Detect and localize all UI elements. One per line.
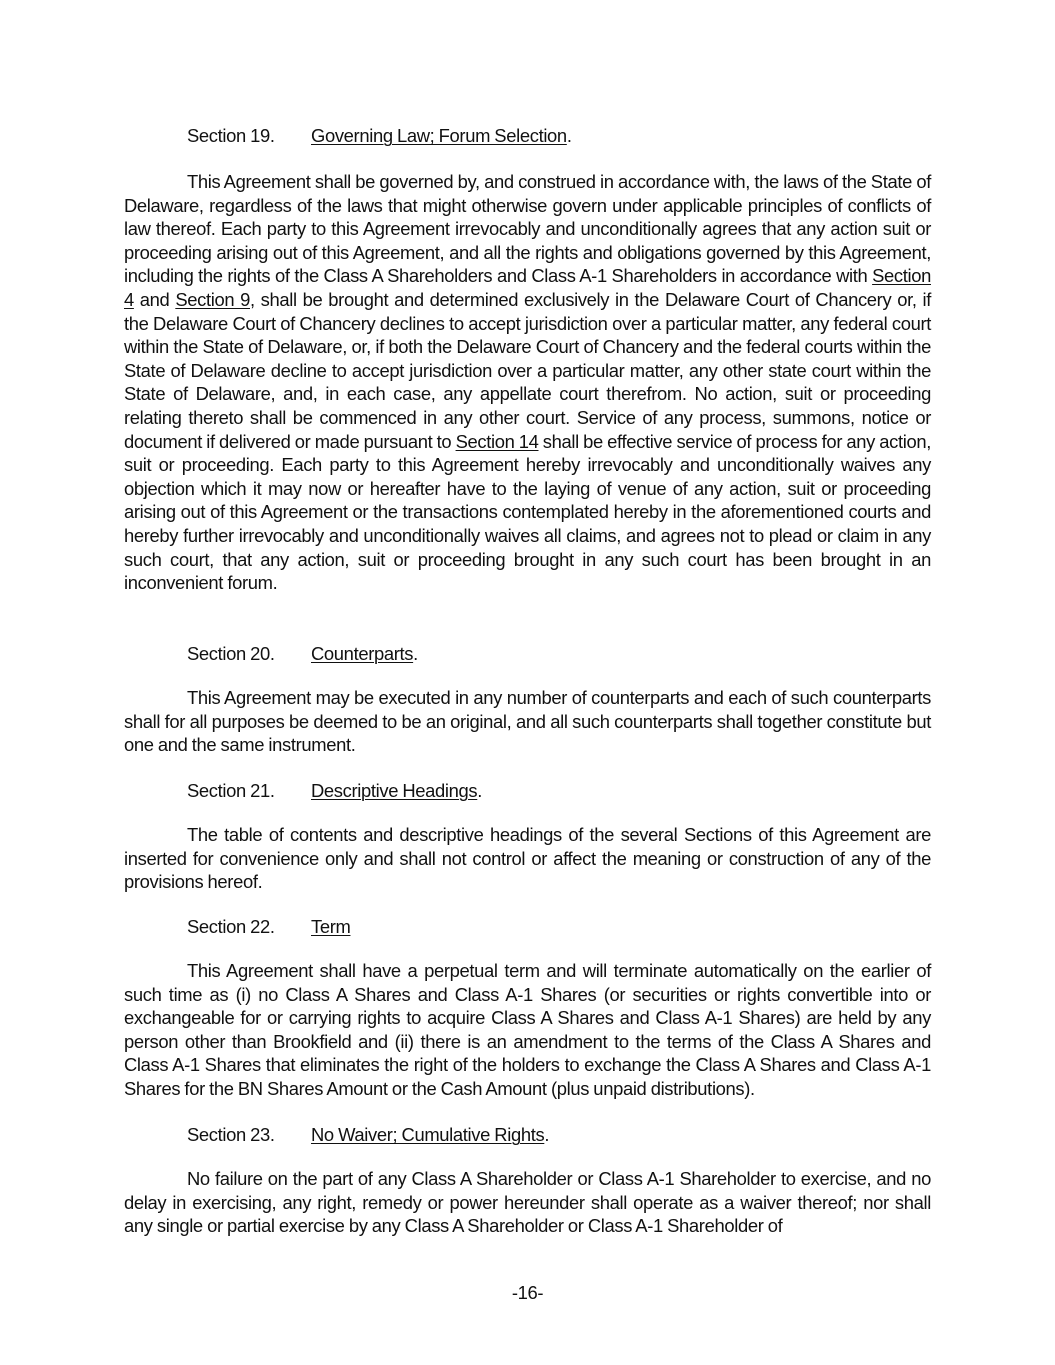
section-title-suffix: . [477,780,483,801]
section-title: Descriptive Headings [311,780,478,801]
section-21-heading [187,779,482,803]
paragraph-text: , shall be brought and determined exclusively in the Delaware Court of Chancery or, if the Delaware Court of Chancery declines to accept jurisdiction over a particular matter, any federal court within the State of Delaware, or, if both the Delaware Court of Chancery and the federal courts within the State of Delaware decline to accept jurisdiction over a particular matter, any other state court within the State of Delaware, and, in each case, any appellate court therefrom. No action, suit or proceeding relating thereto shall be commenced in any other court. Service of any process, summons, notice or document if delivered or made pursuant to [124,288,931,452]
section-title-suffix: . [544,1124,550,1145]
section-22-heading [187,915,350,939]
section-title: Counterparts [311,643,414,664]
section-title: Term [311,916,351,937]
page-number: -16- [511,1282,544,1303]
section-23-heading [187,1123,549,1147]
section-20-heading [187,642,418,666]
section-title: Governing Law; Forum Selection [311,125,567,146]
section-title-suffix: . [413,643,418,664]
paragraph-text: This Agreement shall be governed by, and construed in accordance with, the laws of the State of Delaware, regardless of the laws that might otherwise govern under applicable principles of conflicts of law thereof. Each party to this Agreement irrevocably and unconditionally agrees that any action suit or proceeding arising out of this Agreement, and all the rights and obligations governed by this Agreement, including the rights of the Class A Shareholders and Class A-1 Shareholders in accordance with [124,171,931,287]
section-23-paragraph: No failure on the part of any Class A Shareholder or Class A-1 Shareholder to exercise, and no delay in exercising, any right, remedy or power hereunder shall operate as a waiver thereof; nor shall any single or partial exercise by any Class A Shareholder or Class A-1 Shareholder of [124,1168,931,1237]
cross-reference-section-4: Section 4 [124,265,931,310]
section-number: Section 21. [187,780,275,801]
cross-reference-section-9: Section 9 [175,288,250,310]
section-title-suffix: . [566,125,572,146]
section-number: Section 19. [187,125,275,146]
cross-reference-section-14: Section 14 [455,430,539,452]
section-21-paragraph: The table of contents and descriptive headings of the several Sections of this Agreement are inserted for convenience only and shall not control or affect the meaning or construction of any of the provisions hereof. [124,824,931,893]
section-19-heading [187,124,572,148]
section-number: Section 20. [187,643,275,664]
paragraph-text: and [133,288,176,310]
section-title: No Waiver; Cumulative Rights [311,1124,545,1145]
section-number: Section 22. [187,916,275,937]
section-number: Section 23. [187,1124,275,1145]
section-22-paragraph: This Agreement shall have a perpetual term and will terminate automatically on the earlier of such time as (i) no Class A Shares and Class A-1 Shares (or securities or rights convertible into or exchangeable for or carrying rights to acquire Class A Shares and Class A-1 Shares) are held by any person other than Brookfield and (ii) there is an amendment to the terms of the Class A Shares and Class A-1 Shares that eliminates the right of the holders to exchange the Class A Shares and Class A-1 Shares for the BN Shares Amount or the Cash Amount (plus unpaid distributions). [124,960,931,1099]
paragraph-text: shall be effective service of process for any action, suit or proceeding. Each party to this Agreement hereby irrevocably and unconditionally waives any objection which it may now or hereafter have to the laying of venue of any action, suit or proceeding arising out of this Agreement or the transactions contemplated hereby in the aforementioned courts and hereby further irrevocably and unconditionally waives all claims, and agrees not to plead or claim in any such court, that any action, suit or proceeding brought in any such court has been brought in an inconvenient forum. [124,430,931,594]
section-19-paragraph [124,170,931,595]
section-20-paragraph: This Agreement may be executed in any number of counterparts and each of such counterparts shall for all purposes be deemed to be an original, and all such counterparts shall together constitute but one and the same instrument. [124,687,931,756]
